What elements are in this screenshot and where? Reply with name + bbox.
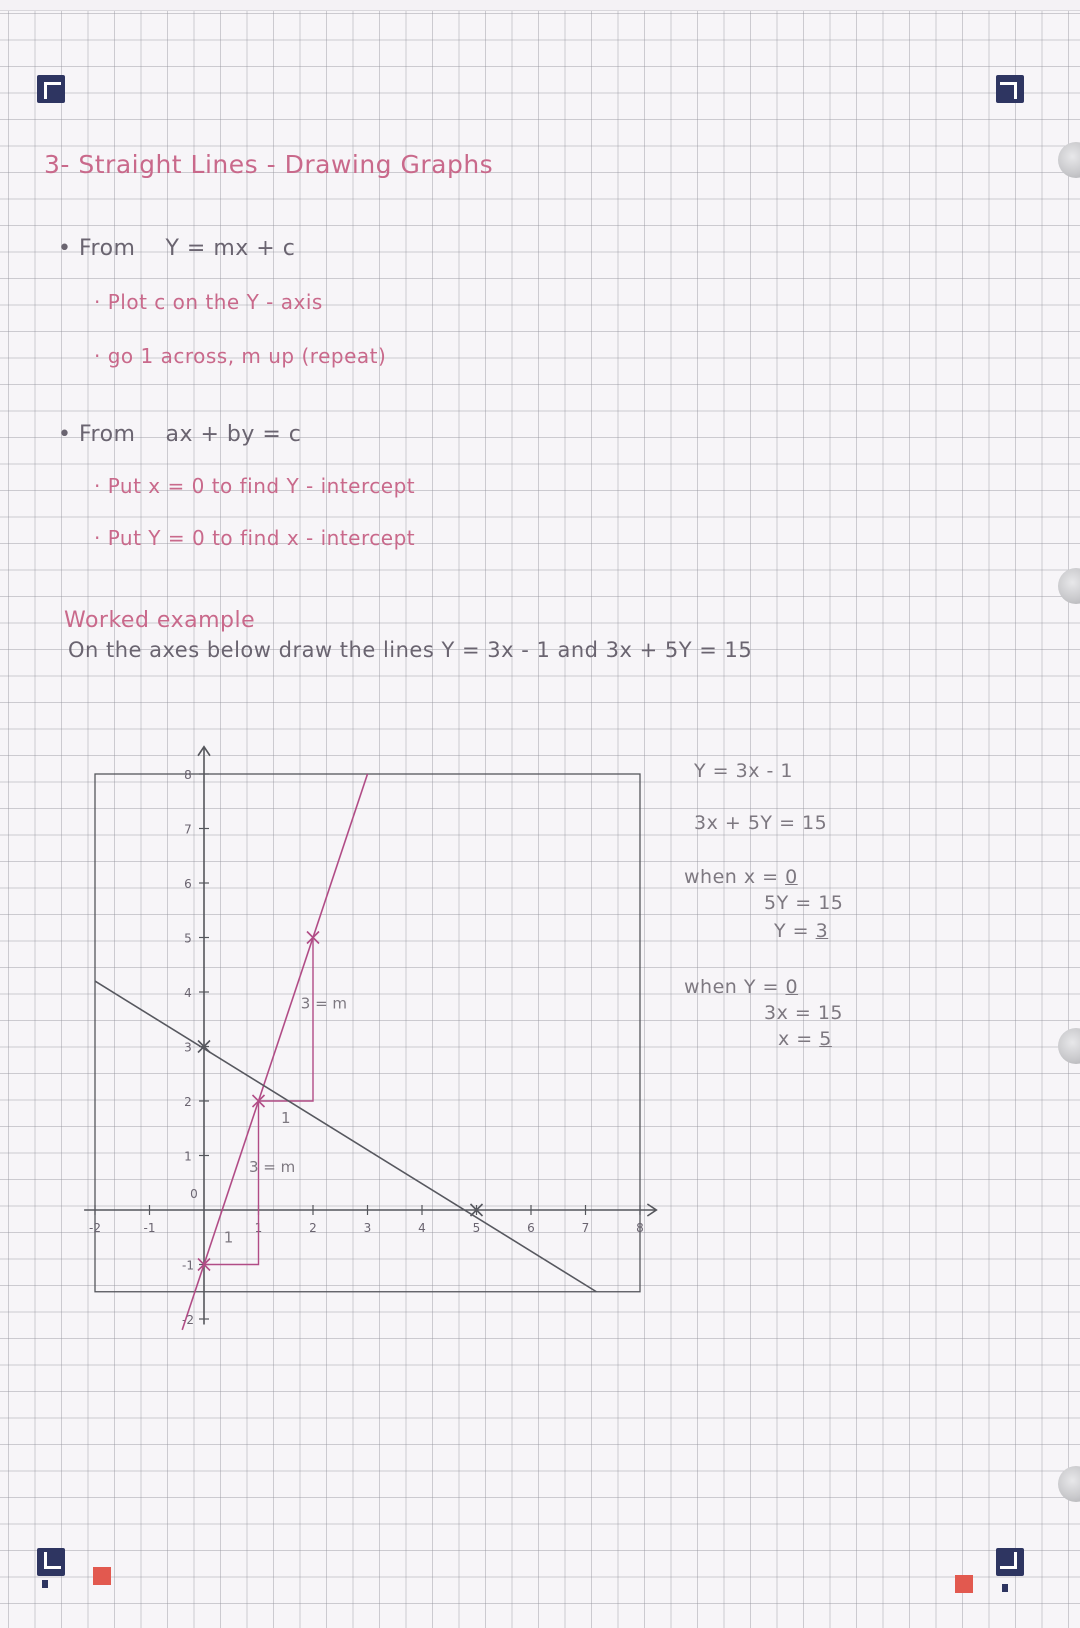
method-one-heading: • From Y = mx + c — [58, 236, 296, 261]
x-tick-label: 1 — [254, 1221, 263, 1235]
y-tick-label: -2 — [182, 1313, 194, 1327]
graph-annotation: 1 — [280, 1108, 291, 1127]
origin-label: 0 — [190, 1187, 198, 1201]
graph-annotation: 3 = m — [248, 1157, 296, 1176]
graph-annotation: 1 — [223, 1228, 234, 1247]
x-tick-label: -1 — [143, 1221, 156, 1235]
x-tick-label: 2 — [309, 1221, 317, 1235]
worked-example-question: On the axes below draw the lines Y = 3x - 1 and 3x + 5Y = 15 — [68, 638, 753, 662]
y-tick-label: 3 — [184, 1040, 192, 1055]
x-tick-label: 3 — [363, 1221, 372, 1235]
y-tick-label: 2 — [184, 1095, 192, 1109]
page-title: 3- Straight Lines - Drawing Graphs — [44, 150, 494, 179]
x-tick-label: 5 — [472, 1221, 481, 1235]
side-note-eq2: 3x + 5Y = 15 — [694, 812, 828, 834]
x-tick-label: 4 — [418, 1221, 426, 1235]
method-two-step: · Put Y = 0 to find x - intercept — [94, 526, 416, 550]
x-tick-label: 8 — [636, 1221, 644, 1235]
y-tick-label: 6 — [184, 877, 192, 891]
series-line-2 — [95, 981, 596, 1292]
x-tick-label: 7 — [581, 1221, 590, 1235]
side-note-when-x: when x = 0 — [684, 866, 798, 888]
graph-annotation: 3 = m — [300, 994, 348, 1013]
worked-example-heading: Worked example — [64, 608, 256, 633]
side-note-when-y: when Y = 0 — [684, 976, 799, 998]
side-note-eq1: Y = 3x - 1 — [694, 760, 793, 782]
method-two-step: · Put x = 0 to find Y - intercept — [94, 474, 416, 498]
method-one-step: · Plot c on the Y - axis — [94, 290, 323, 314]
side-note-step: Y = 3 — [774, 920, 829, 942]
y-tick-label: 5 — [184, 931, 192, 946]
side-note-step: 3x = 15 — [764, 1002, 844, 1024]
side-note-step: 5Y = 15 — [764, 892, 844, 914]
y-tick-label: 4 — [184, 986, 192, 1000]
side-note-step: x = 5 — [778, 1028, 832, 1050]
x-tick-label: 6 — [527, 1221, 535, 1235]
y-tick-label: -1 — [182, 1258, 194, 1273]
method-two-heading: • From ax + by = c — [58, 422, 302, 447]
y-tick-label: 7 — [184, 822, 192, 837]
x-tick-label: -2 — [89, 1221, 101, 1235]
method-one-step: · go 1 across, m up (repeat) — [94, 344, 387, 368]
y-tick-label: 8 — [184, 768, 192, 782]
y-tick-label: 1 — [184, 1149, 192, 1164]
